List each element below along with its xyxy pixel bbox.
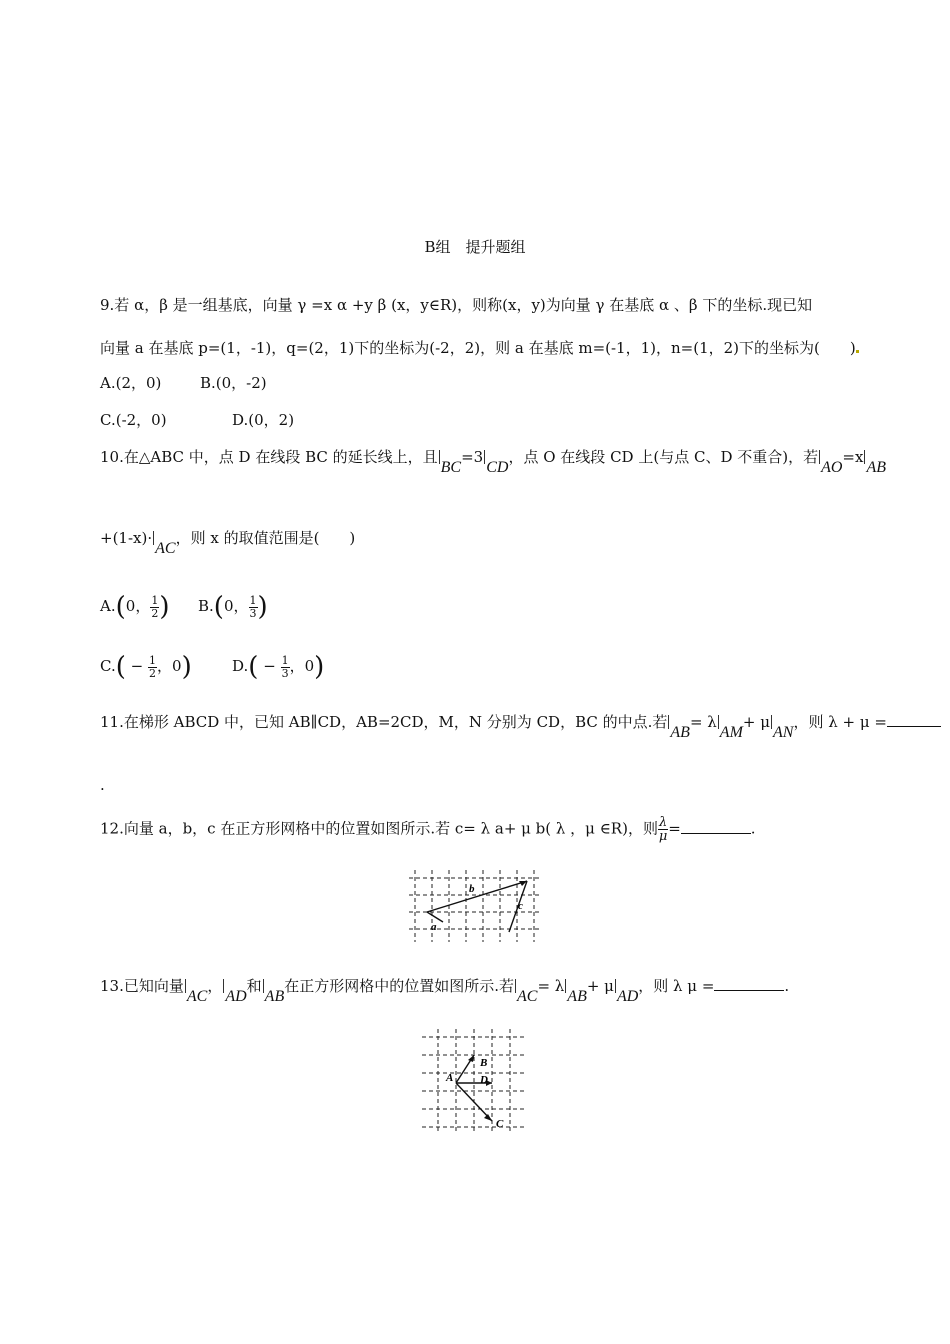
q12-eq: = — [668, 819, 681, 838]
q9-option-b: B.(0，-2) — [200, 374, 267, 392]
numerator: λ — [658, 815, 668, 830]
vector-bar-icon — [185, 979, 186, 993]
q13-and: 和 — [246, 977, 262, 995]
vector-bar-icon — [771, 715, 772, 729]
q12-text1: 12.向量 a，b，c 在正方形网格中的位置如图所示.若 c= λ a+ μ b( λ ，μ ∈R)，则 — [100, 819, 658, 838]
label-d: D — [480, 1074, 488, 1086]
q9-option-c: C.(-2，0) — [100, 411, 167, 429]
q11-eq2: + μ — [742, 713, 770, 731]
label-b: B — [480, 1057, 488, 1069]
q9-option-d: D.(0，2) — [232, 411, 295, 429]
comma: ， — [289, 657, 305, 675]
arrowhead-icon — [468, 1055, 474, 1062]
section-title: B组 提升题组 — [424, 238, 526, 256]
q9-line2 — [100, 337, 859, 358]
numerator: 1 — [249, 593, 257, 607]
comma: ， — [157, 657, 173, 675]
fraction — [150, 595, 159, 620]
vec-ab: AB — [670, 724, 690, 741]
vec-am: AM — [719, 724, 743, 741]
q9-line1: 9.若 α，β 是一组基底，向量 γ =x α +y β (x，y∈R)，则称(x，y)为向量 γ 在基底 α 、β 下的坐标.现已知 — [100, 296, 813, 314]
comma: ， — [135, 597, 151, 615]
numerator: 1 — [151, 593, 159, 607]
vector-bar-icon — [263, 979, 264, 993]
comma: ， — [233, 597, 249, 615]
vector-b — [427, 881, 527, 912]
numerator: 1 — [149, 653, 157, 667]
q10-option-b — [198, 592, 268, 622]
q10-option-c — [100, 652, 192, 682]
q10-eq1: =3 — [461, 448, 484, 466]
minus-sign: − — [263, 657, 276, 675]
label-c: c — [518, 900, 523, 912]
left-paren-icon: ( — [115, 652, 126, 682]
vector-bar-icon — [153, 531, 154, 545]
option-label: A. — [100, 597, 116, 615]
q12-grid-figure — [405, 868, 545, 946]
q10-option-d — [232, 652, 324, 682]
q11-line1 — [100, 711, 941, 741]
vec-ac: AC — [517, 988, 538, 1005]
q11-eq1: = λ — [689, 713, 717, 731]
denominator: 3 — [249, 606, 257, 620]
q13-eq1: = λ — [537, 977, 565, 995]
vec-ac: AC — [186, 988, 208, 1005]
lambda-over-mu — [658, 816, 668, 843]
answer-blank[interactable] — [714, 978, 784, 991]
q10-line1 — [100, 446, 886, 476]
option-label: B. — [198, 597, 214, 615]
q10-eq2: =x — [842, 448, 864, 466]
label-c: C — [496, 1118, 504, 1130]
vector-bar-icon — [819, 450, 820, 464]
label-a: A — [446, 1072, 454, 1084]
fraction — [281, 655, 290, 680]
q13-grid-figure — [420, 1027, 530, 1137]
q13-sep1: ， — [207, 977, 223, 995]
q11-text2: ，则 λ + μ = — [793, 713, 887, 731]
denominator: 3 — [281, 666, 289, 680]
q13-text1: 13.已知向量 — [100, 977, 184, 995]
left-paren-icon: ( — [248, 652, 259, 682]
q11-end-period: . — [100, 776, 105, 794]
right-paren-icon: ) — [181, 652, 192, 682]
label-b: b — [469, 883, 475, 895]
left-paren-icon: ( — [115, 592, 126, 622]
denominator: 2 — [151, 606, 159, 620]
right-paren-icon: ) — [257, 592, 268, 622]
vector-bar-icon — [515, 979, 516, 993]
option-label: D. — [232, 657, 249, 675]
vector-bar-icon — [439, 450, 440, 464]
vector-bar-icon — [718, 715, 719, 729]
vec-bc: BC — [440, 459, 462, 476]
answer-blank[interactable] — [681, 821, 751, 834]
vec-ad: AD — [225, 988, 247, 1005]
right-paren-icon: ) — [314, 652, 325, 682]
fraction — [148, 655, 157, 680]
vec-ao: AO — [821, 459, 843, 476]
denominator: 2 — [149, 666, 157, 680]
option-label: C. — [100, 657, 116, 675]
q9-line2-text: 向量 a 在基底 p=(1，-1)，q=(2，1)下的坐标为(-2，2)，则 a 在基底 m=(-1，1)，n=(1，2)下的坐标为( ) — [100, 339, 856, 357]
q12-line1 — [100, 816, 756, 843]
q9-option-a: A.(2，0) — [100, 374, 162, 392]
arrowhead-icon — [484, 1114, 492, 1121]
q10-text2: ，点 O 在线段 CD 上(与点 C、D 不重合)，若 — [508, 448, 819, 466]
q10-line2 — [100, 527, 356, 557]
vec-ad: AD — [616, 988, 639, 1005]
zero: 0 — [223, 597, 234, 615]
vec-ab: AB — [264, 988, 285, 1005]
left-paren-icon: ( — [213, 592, 224, 622]
minus-sign: − — [130, 657, 144, 675]
zero: 0 — [125, 597, 136, 615]
vec-cd: CD — [486, 459, 509, 476]
yellow-dot-mark — [856, 350, 859, 353]
q13-end: . — [784, 977, 790, 995]
zero: 0 — [172, 657, 182, 675]
q13-eq2: + μ — [586, 977, 614, 995]
q10-text1: 10.在△ABC 中，点 D 在线段 BC 的延长线上，且 — [100, 448, 438, 466]
q11-text1: 11.在梯形 ABCD 中，已知 AB∥CD，AB=2CD，M，N 分别为 CD，BC 的中点.若 — [100, 713, 668, 731]
answer-blank[interactable] — [887, 714, 941, 727]
q13-line1 — [100, 975, 790, 1005]
vec-ab: AB — [567, 988, 587, 1005]
vec-an: AN — [773, 724, 794, 741]
fraction — [249, 595, 258, 620]
denominator: μ — [658, 829, 668, 844]
grid-lines — [422, 1029, 526, 1133]
numerator: 1 — [281, 653, 289, 667]
q13-text2: 在正方形网格中的位置如图所示.若 — [284, 977, 514, 995]
q10-option-a — [100, 592, 169, 622]
q12-end: . — [750, 819, 756, 838]
q13-text3: ，则 λ μ = — [638, 977, 715, 995]
right-paren-icon: ) — [159, 592, 170, 622]
q10-line2-post: ，则 x 的取值范围是( ) — [175, 529, 356, 547]
zero: 0 — [304, 657, 315, 675]
q10-line2-pre: +(1-x)· — [100, 529, 153, 547]
vector-bar-icon — [615, 979, 616, 993]
label-a: a — [431, 921, 437, 933]
vec-ac: AC — [155, 540, 176, 557]
vec-ab: AB — [866, 459, 886, 476]
